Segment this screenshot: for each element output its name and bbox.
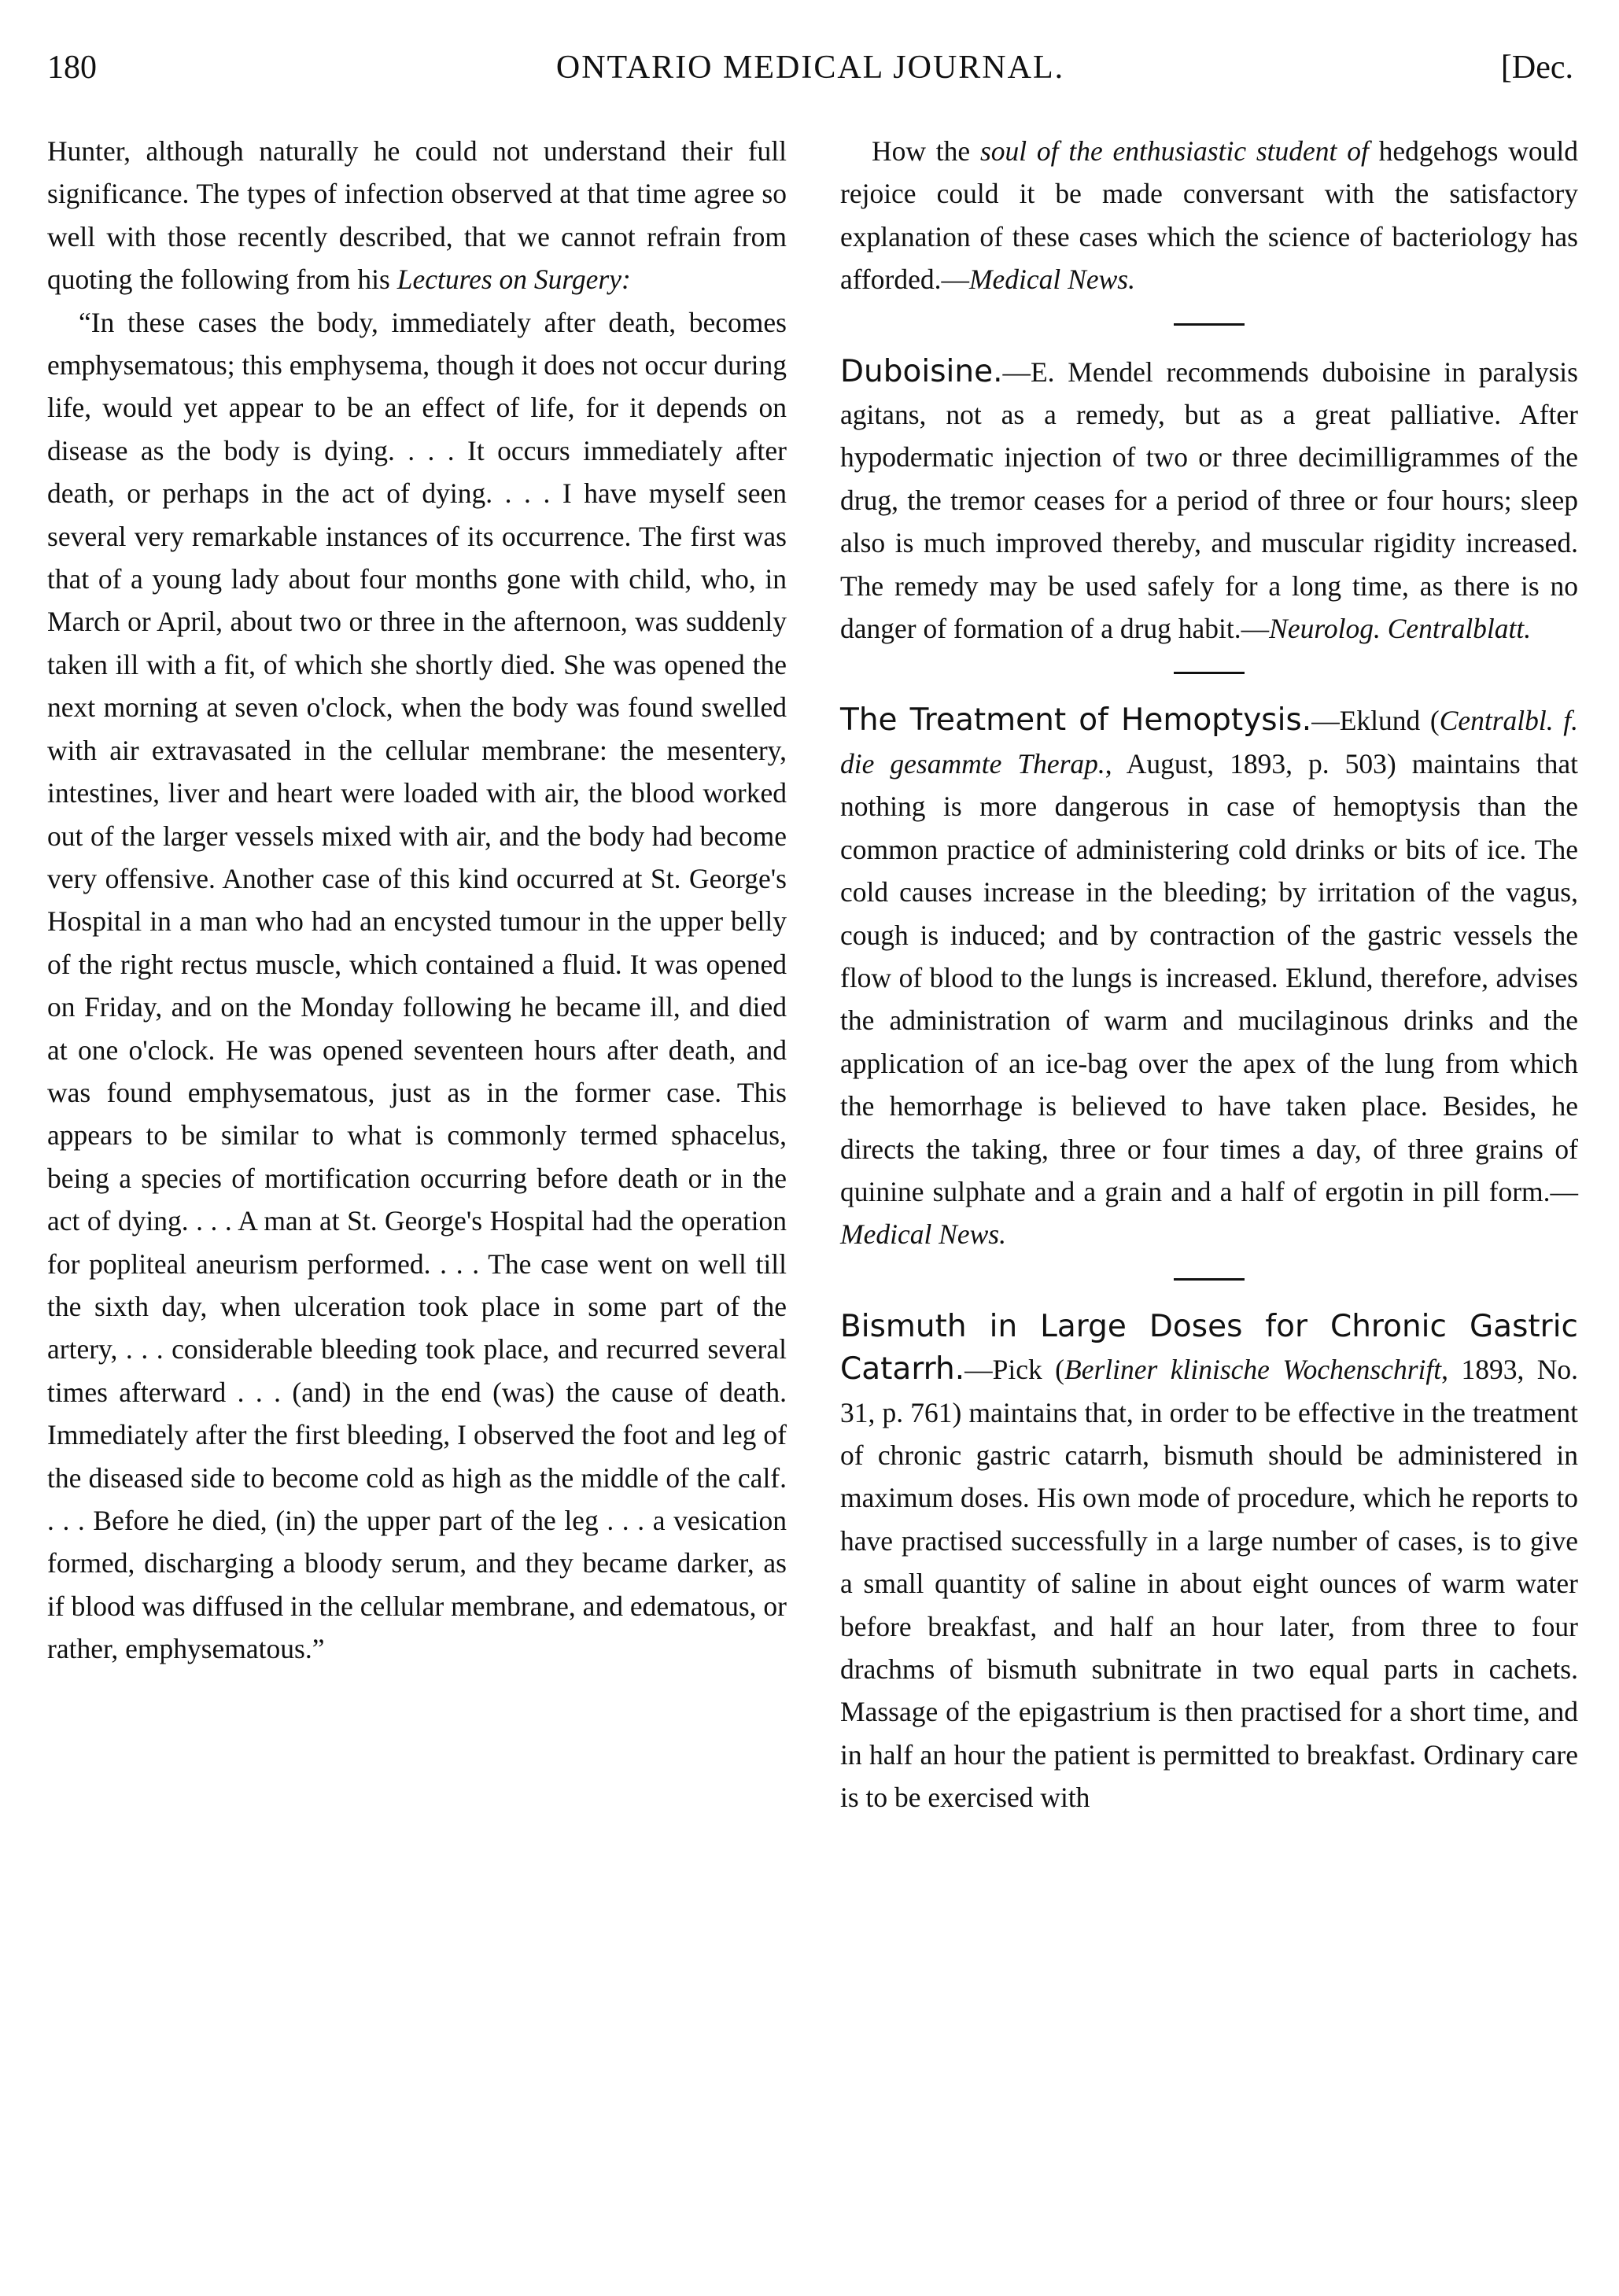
hedgehog-paragraph [840, 130, 1578, 301]
duboisine-heading: Duboisine. [840, 353, 1003, 389]
bismuth-citation: Berliner klinische Wochenschrift [1064, 1354, 1442, 1386]
hemoptysis-article [840, 699, 1578, 1255]
right-column [840, 130, 1578, 1819]
duboisine-article [840, 351, 1578, 650]
issue-month: [Dec. [1500, 50, 1573, 86]
running-header [47, 49, 1573, 104]
bismuth-body-start: —Pick ( [964, 1354, 1065, 1386]
bismuth-article [840, 1306, 1578, 1819]
duboisine-source: Neurolog. Centralblatt. [1269, 613, 1532, 645]
journal-title: ONTARIO MEDICAL JOURNAL. [555, 50, 1065, 86]
hedgehog-source: Medical News. [968, 264, 1135, 296]
intro-paragraph [47, 130, 787, 301]
duboisine-body: —E. Mendel recommends duboisine in paralysis agitans, not as a remedy, but as a great palliative. After hypodermatic injection of two or three decimilligrammes of the drug, the tremor ceases for a period of three or four hours; sleep also is much improved thereby, and muscular rigidity increased. The remedy may be used safely for a long time, as there is no danger of formation of a drug habit.— [840, 356, 1578, 645]
hemoptysis-source: Medical News. [840, 1218, 1006, 1251]
bismuth-body: , 1893, No. 31, p. 761) maintains that, in order to be effective in the treatment of chronic gastric catarrh, bismuth should be administered in maximum doses. His own mode of procedure, which he reports to have practised successfully in a large number of cases, is to give a small quantity of saline in about eight ounces of warm water before breakfast, and half an hour later, from three to four drachms of bismuth subnitrate in two equal parts in cachets. Massage of the epigastrium is then practised for a short time, and in half an hour the patient is permitted to breakfast. Ordinary care is to be exercised with [840, 1354, 1579, 1814]
hedgehog-text-start: How the [872, 135, 980, 167]
hemoptysis-body-start: —Eklund ( [1311, 705, 1440, 737]
hedgehog-text-rest: hedgehogs would rejoice could it be made conversant with the satisfactory explanation of these cases which the science of bacteriology has afforded.— [840, 135, 1578, 296]
hedgehog-text-italic: soul of the enthusiastic student of [979, 135, 1369, 167]
hunter-quote: “In these cases the body, immediately after death, becomes emphysematous; this emphysema, though it does not occur during life, would yet appear to be an effect of life, for it depends on disease as the body is dying. . . . It occurs immediately after death, or perhaps in the act of dying. . . . I have myself seen several very remarkable instances of its occurrence. The first was that of a young lady about four months gone with child, who, in March or April, about two or three in the afternoon, was suddenly taken ill with a fit, of which she shortly died. She was opened the next morning at seven o'clock, when the body was found swelled with air extravasated in the cellular membrane: the mesentery, intestines, liver and heart were loaded with air, the blood worked out of the larger vessels mixed with air, and the body had become very offensive. Another case of this kind occurred at St. George's Hospital in a man who had an encysted tumour in the upper belly of the right rectus muscle, which contained a fluid. It was opened on Friday, and on the Monday following he became ill, and died at one o'clock. He was opened seventeen hours after death, and was found emphysematous, just as in the former case. This appears to be similar to what is commonly termed sphacelus, being a species of mortification occurring before death or in the act of dying. . . . A man at St. George's Hospital had the operation for popliteal aneurism performed. . . . The case went on well till the sixth day, when ulceration took place in some part of the artery, . . . considerable bleeding took place, and recurred several times afterward . . . (and) in the end (was) the cause of death. Immediately after the first bleeding, I observed the foot and leg of the diseased side to become cold as high as the middle of the calf. . . . Before he died, (in) the upper part of the leg . . . a vesication formed, discharging a bloody serum, and they became darker, as if blood was diffused in the cellular membrane, and edematous, or rather, emphysematous.” [47, 306, 787, 1665]
intro-text: Hunter, although naturally he could not understand their full significance. The types of infection observed at that time agree so well with those recently described, that we cannot refrain from quoting the following from his [47, 135, 787, 296]
left-column [47, 130, 787, 1671]
bismuth-heading: Bismuth in Large Doses for Chronic Gastric Catarrh. [840, 1308, 1578, 1388]
hemoptysis-citation: Centralbl. f. die gesammte Therap. [840, 705, 1579, 779]
section-divider [1174, 672, 1245, 674]
hemoptysis-heading: The Treatment of Hemoptysis. [840, 702, 1312, 739]
section-divider [1174, 1278, 1245, 1281]
section-divider [1174, 323, 1245, 326]
lectures-title: Lectures on Surgery: [396, 264, 631, 296]
hemoptysis-body: , August, 1893, p. 503) maintains that nothing is more dangerous in case of hemoptysis than the common practice of administering cold drinks or bits of ice. The cold causes increase in the bleeding; by irritation of the vagus, cough is induced; and by contraction of the gastric vessels the flow of blood to the lungs is increased. Eklund, therefore, advises the administration of warm and mucilaginous drinks and the application of an ice-bag over the apex of the lung from which the hemorrhage is believed to have taken place. Besides, he directs the taking, three or four times a day, of three grains of quinine sulphate and a grain and a half of ergotin in pill form.— [840, 747, 1578, 1207]
page-number: 180 [47, 50, 97, 86]
